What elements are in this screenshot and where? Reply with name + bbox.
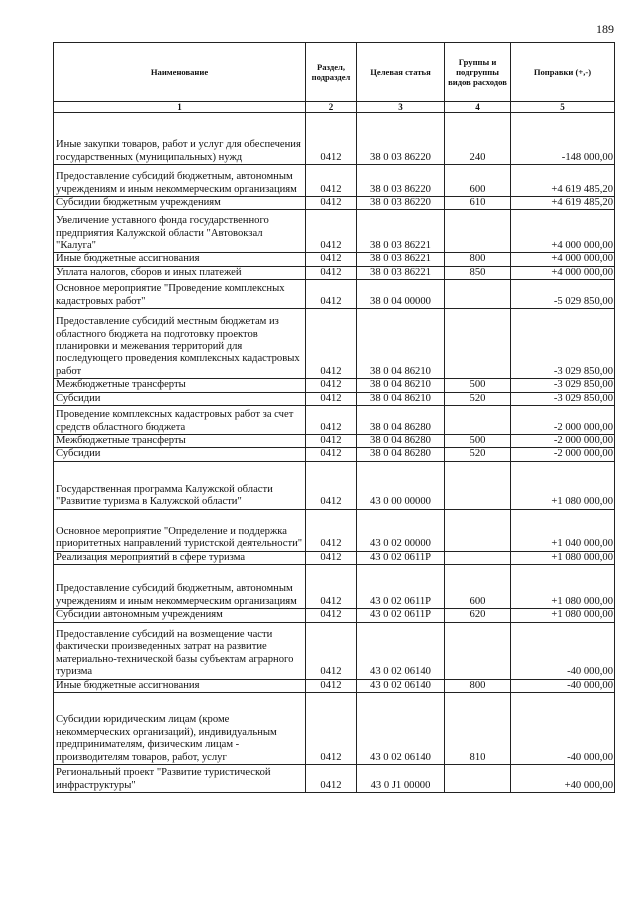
row-group: 600: [445, 165, 511, 197]
header-article: Целевая статья: [357, 43, 445, 102]
row-group: [445, 309, 511, 379]
row-section: 0412: [306, 693, 357, 765]
row-section: 0412: [306, 210, 357, 253]
table-row: [54, 693, 615, 765]
row-article: 43 0 00 00000: [357, 461, 445, 509]
row-article: 43 0 02 0611Р: [357, 551, 445, 564]
row-article: 43 0 02 0611Р: [357, 565, 445, 609]
row-article: 43 0 J1 00000: [357, 765, 445, 793]
row-amount: +1 040 000,00: [511, 509, 615, 551]
row-article: 38 0 03 86220: [357, 197, 445, 210]
table-row: [54, 309, 615, 379]
header-group: Группы и подгруппы видов расходов: [445, 43, 511, 102]
row-amount: +4 619 485,20: [511, 197, 615, 210]
row-section: 0412: [306, 448, 357, 461]
row-article: 38 0 03 86221: [357, 266, 445, 279]
row-group: [445, 551, 511, 564]
row-article: 38 0 04 00000: [357, 280, 445, 309]
row-group: 500: [445, 435, 511, 448]
row-group: [445, 622, 511, 679]
row-group: [445, 461, 511, 509]
row-group: 600: [445, 565, 511, 609]
row-section: 0412: [306, 406, 357, 435]
row-section: 0412: [306, 280, 357, 309]
row-name: Предоставление субсидий бюджетным, автономным учреждениям и иным некоммерческим организациям: [54, 565, 306, 609]
row-article: 38 0 04 86280: [357, 448, 445, 461]
table-row: [54, 435, 615, 448]
row-article: 38 0 03 86220: [357, 113, 445, 165]
row-name: Субсидии: [54, 448, 306, 461]
row-section: 0412: [306, 565, 357, 609]
row-article: 43 0 02 0611Р: [357, 609, 445, 622]
row-group: 520: [445, 448, 511, 461]
row-section: 0412: [306, 392, 357, 405]
column-number: 2: [306, 102, 357, 113]
row-name: Увеличение уставного фонда государственного предприятия Калужской области "Автовокзал "Калуга": [54, 210, 306, 253]
row-article: 38 0 04 86210: [357, 309, 445, 379]
row-amount: +4 619 485,20: [511, 165, 615, 197]
row-name: Государственная программа Калужской области "Развитие туризма в Калужской области": [54, 461, 306, 509]
row-section: 0412: [306, 679, 357, 692]
row-amount: -40 000,00: [511, 622, 615, 679]
table-row: [54, 609, 615, 622]
row-name: Иные бюджетные ассигнования: [54, 253, 306, 266]
row-section: 0412: [306, 461, 357, 509]
row-article: 38 0 03 86221: [357, 253, 445, 266]
row-section: 0412: [306, 551, 357, 564]
row-article: 43 0 02 00000: [357, 509, 445, 551]
row-section: 0412: [306, 165, 357, 197]
row-group: 850: [445, 266, 511, 279]
row-group: 800: [445, 679, 511, 692]
row-section: 0412: [306, 253, 357, 266]
row-amount: -40 000,00: [511, 693, 615, 765]
row-section: 0412: [306, 113, 357, 165]
row-amount: +1 080 000,00: [511, 609, 615, 622]
row-group: 520: [445, 392, 511, 405]
row-group: [445, 765, 511, 793]
row-group: [445, 406, 511, 435]
row-amount: +4 000 000,00: [511, 253, 615, 266]
table-row: [54, 622, 615, 679]
table-row: [54, 266, 615, 279]
row-name: Субсидии юридическим лицам (кроме некоммерческих организаций), индивидуальным предпринимателям, физическим лицам - производителям товаров, работ, услуг: [54, 693, 306, 765]
row-name: Межбюджетные трансферты: [54, 435, 306, 448]
column-number-row: [54, 102, 615, 113]
row-amount: +40 000,00: [511, 765, 615, 793]
column-number: 1: [54, 102, 306, 113]
table-row: [54, 113, 615, 165]
table-row: [54, 379, 615, 392]
row-article: 38 0 04 86210: [357, 392, 445, 405]
row-amount: -148 000,00: [511, 113, 615, 165]
row-group: 240: [445, 113, 511, 165]
row-amount: -2 000 000,00: [511, 406, 615, 435]
row-amount: -5 029 850,00: [511, 280, 615, 309]
header-amendment: Поправки (+,-): [511, 43, 615, 102]
row-name: Предоставление субсидий бюджетным, автономным учреждениям и иным некоммерческим организациям: [54, 165, 306, 197]
row-amount: +1 080 000,00: [511, 461, 615, 509]
row-name: Иные бюджетные ассигнования: [54, 679, 306, 692]
row-section: 0412: [306, 622, 357, 679]
row-section: 0412: [306, 309, 357, 379]
table-row: [54, 565, 615, 609]
row-group: 610: [445, 197, 511, 210]
table-row: [54, 253, 615, 266]
table-header-row: [54, 43, 615, 102]
table-row: [54, 280, 615, 309]
table-row: [54, 679, 615, 692]
header-name: Наименование: [54, 43, 306, 102]
table-row: [54, 165, 615, 197]
table-row: [54, 509, 615, 551]
table-row: [54, 210, 615, 253]
row-section: 0412: [306, 765, 357, 793]
row-amount: +4 000 000,00: [511, 266, 615, 279]
row-article: 43 0 02 06140: [357, 622, 445, 679]
column-number: 5: [511, 102, 615, 113]
column-number: 4: [445, 102, 511, 113]
row-amount: -2 000 000,00: [511, 435, 615, 448]
row-name: Субсидии автономным учреждениям: [54, 609, 306, 622]
budget-amendments-table: [53, 42, 615, 793]
row-name: Субсидии: [54, 392, 306, 405]
row-group: [445, 280, 511, 309]
row-section: 0412: [306, 197, 357, 210]
row-amount: +1 080 000,00: [511, 565, 615, 609]
row-amount: +1 080 000,00: [511, 551, 615, 564]
row-name: Проведение комплексных кадастровых работ за счет средств областного бюджета: [54, 406, 306, 435]
header-section: Раздел, подраздел: [306, 43, 357, 102]
row-amount: -3 029 850,00: [511, 309, 615, 379]
row-article: 43 0 02 06140: [357, 679, 445, 692]
row-article: 38 0 04 86280: [357, 406, 445, 435]
table-row: [54, 765, 615, 793]
row-section: 0412: [306, 435, 357, 448]
table-row: [54, 392, 615, 405]
row-group: 800: [445, 253, 511, 266]
row-amount: -3 029 850,00: [511, 392, 615, 405]
table-row: [54, 461, 615, 509]
row-name: Уплата налогов, сборов и иных платежей: [54, 266, 306, 279]
row-name: Межбюджетные трансферты: [54, 379, 306, 392]
row-name: Иные закупки товаров, работ и услуг для обеспечения государственных (муниципальных) нужд: [54, 113, 306, 165]
row-amount: -2 000 000,00: [511, 448, 615, 461]
row-section: 0412: [306, 509, 357, 551]
row-section: 0412: [306, 379, 357, 392]
row-group: [445, 210, 511, 253]
row-section: 0412: [306, 609, 357, 622]
row-amount: -3 029 850,00: [511, 379, 615, 392]
row-article: 43 0 02 06140: [357, 693, 445, 765]
row-name: Основное мероприятие "Определение и поддержка приоритетных направлений туристской деятельности": [54, 509, 306, 551]
row-name: Предоставление субсидий на возмещение части фактически произведенных затрат на развитие материально-технической базы субъектам аграрного туризма: [54, 622, 306, 679]
row-name: Региональный проект "Развитие туристической инфраструктуры": [54, 765, 306, 793]
row-amount: +4 000 000,00: [511, 210, 615, 253]
row-article: 38 0 03 86220: [357, 165, 445, 197]
row-group: 810: [445, 693, 511, 765]
row-name: Реализация мероприятий в сфере туризма: [54, 551, 306, 564]
row-group: 500: [445, 379, 511, 392]
row-article: 38 0 03 86221: [357, 210, 445, 253]
row-article: 38 0 04 86210: [357, 379, 445, 392]
row-group: 620: [445, 609, 511, 622]
row-name: Предоставление субсидий местным бюджетам из областного бюджета на подготовку проектов планировки и межевания территорий для последующего проведения комплексных кадастровых работ: [54, 309, 306, 379]
row-section: 0412: [306, 266, 357, 279]
row-group: [445, 509, 511, 551]
row-amount: -40 000,00: [511, 679, 615, 692]
table-row: [54, 197, 615, 210]
row-name: Субсидии бюджетным учреждениям: [54, 197, 306, 210]
column-number: 3: [357, 102, 445, 113]
row-article: 38 0 04 86280: [357, 435, 445, 448]
row-name: Основное мероприятие "Проведение комплексных кадастровых работ": [54, 280, 306, 309]
page-number: 189: [596, 22, 614, 36]
table-row: [54, 448, 615, 461]
table-row: [54, 406, 615, 435]
table-row: [54, 551, 615, 564]
